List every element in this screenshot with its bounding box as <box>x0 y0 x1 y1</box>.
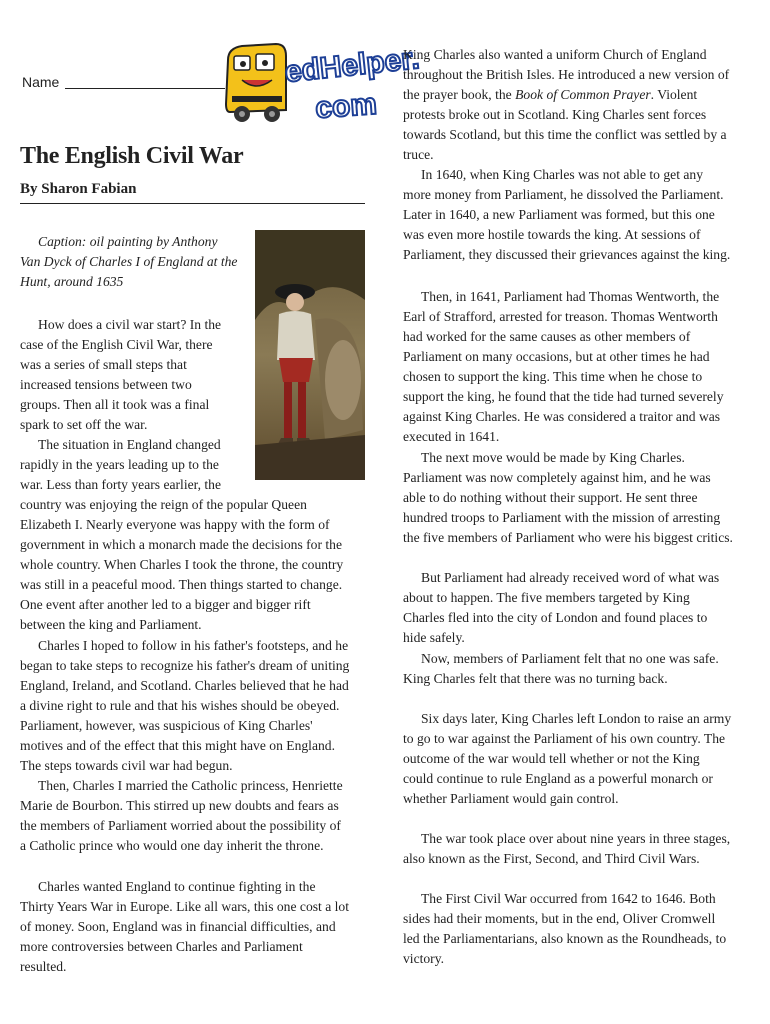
image-caption: Caption: oil painting by Anthony Van Dyck of Charles I of England at the Hunt, around 1635 <box>20 234 238 289</box>
paragraph-left-5: Charles wanted England to continue fighting in the Thirty Years War in Europe. Like all wars, this one cost a lot of money. Soon, England was in financial difficulties, and more controversies between Charles and Parliament resulted. <box>20 879 349 974</box>
paragraph-left-2 <box>20 435 350 635</box>
paragraph-right-8: The war took place over about nine years in three stages, also known as the First, Second, and Third Civil Wars. <box>403 831 731 866</box>
school-bus-icon <box>226 44 286 122</box>
logo-text-bottom: com <box>314 87 379 125</box>
article-title: The English Civil War <box>20 143 244 169</box>
edhelper-logo <box>224 30 422 130</box>
title-divider <box>20 203 365 204</box>
paragraph-right-4: The next move would be made by King Charles. Parliament was now completely against him, and he was able to do nothing without their support. He sent three hundred troops to Parliament with the mission of arresting the five members of Parliament who were his biggest critics. <box>403 450 733 545</box>
paragraph-right-1 <box>403 45 733 165</box>
paragraph-right-9: The First Civil War occurred from 1642 to 1646. Both sides had their moments, but in the end, Oliver Cromwell led the Parliamentarians, also known as the Roundheads, to victory. <box>403 891 727 966</box>
name-underline <box>65 88 225 89</box>
paragraph-right-3: Then, in 1641, Parliament had Thomas Wentworth, the Earl of Strafford, arrested for treason. Thomas Wentworth had worked for the same causes as other members of Parliament on many occasions, but at other times he had chosen to support the king. This time when he chose to support the king, he found that the tide had turned severely against King Charles. He was considered a traitor and was executed in 1641. <box>403 289 724 444</box>
logo-text-top: edHelper. <box>283 42 422 89</box>
article-byline: By Sharon Fabian <box>20 181 137 197</box>
paragraph-left-4: Then, Charles I married the Catholic princess, Henriette Marie de Bourbon. This stirred up new doubts and fears as the members of Parliament worried about the possibility of a Catholic prince who would one day inherit the throne. <box>20 778 343 853</box>
name-label: Name <box>22 74 60 90</box>
paragraph-right-2: In 1640, when King Charles was not able to get any more money from Parliament, he dissolved the Parliament. Later in 1640, a new Parliament was formed, but this one was even more hostile towards the king. At sessions of Parliament, they discussed their grievances against the king. <box>403 167 731 262</box>
paragraph-left-2-text: The situation in England changed rapidly in the years leading up to the war. Less than forty years earlier, the country was enjoying the reign of the popular Queen Elizabeth I. Nearly everyone was happy with the form of government in which a monarch made the decisions for the whole country. When Charles I took the throne, the country was still in a peaceful mood. Then things started to change. One event after another led to a bigger and bigger rift between the king and Parliament. <box>20 437 344 632</box>
paragraph-right-7: Six days later, King Charles left London to raise an army to go to war against the Parliament of his own country. The outcome of the war would tell whether or not the King could continue to rule England as a powerful monarch or whether Parliament would gain control. <box>403 711 732 806</box>
paragraph-right-1-text: King Charles also wanted a uniform Church of England throughout the British Isles. He introduced a new version of the prayer book, the <box>403 47 730 102</box>
paragraph-left-3: Charles I hoped to follow in his father's footsteps, and he began to take steps to recognize his father's dream of uniting England, Ireland, and Scotland. Charles believed that he had a divine right to rule and that his wishes should be obeyed. Parliament, however, was suspicious of King Charles' motives and of the effect that this might have on England. The steps towards civil war had begun. <box>20 638 350 773</box>
book-title: Book of Common Prayer <box>515 87 651 102</box>
paragraph-right-1-text-end: . Violent protests broke out in Scotland. King Charles sent forces towards Scotland, but this time the conflict was settled by a truce. <box>403 87 727 162</box>
paragraph-left-1: How does a civil war start? In the case of the English Civil War, there was a series of small steps that increased tensions between two groups. Then all it took was a final spark to set off the war. <box>20 317 222 432</box>
paragraph-right-6: Now, members of Parliament felt that no one was safe. King Charles felt that there was no turning back. <box>403 651 719 686</box>
name-field[interactable] <box>22 74 225 90</box>
paragraph-right-5: But Parliament had already received word of what was about to happen. The five members targeted by King Charles fled into the city of London and found places to hide safely. <box>403 570 720 645</box>
